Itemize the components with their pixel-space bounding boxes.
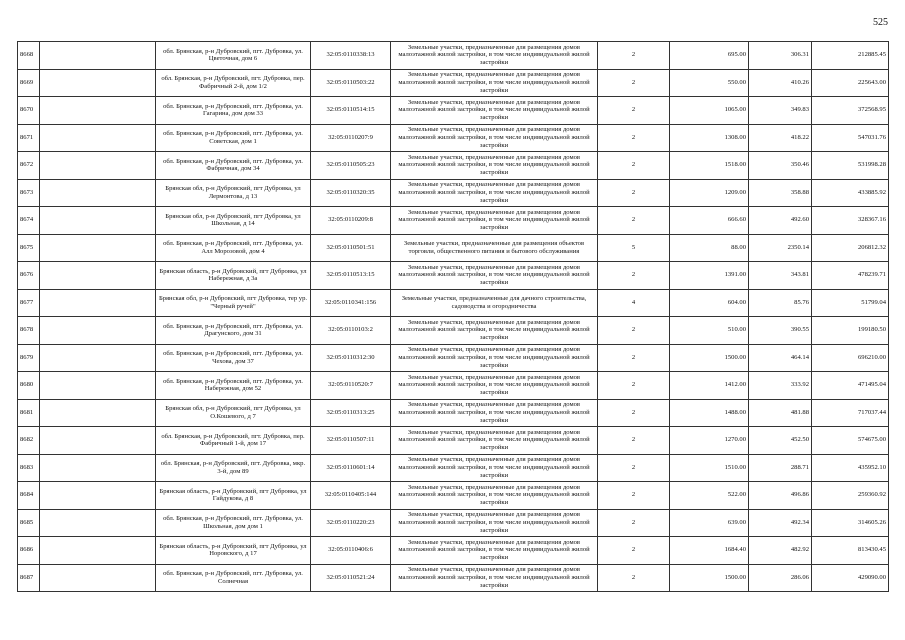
row-number-cell: 8683 xyxy=(18,454,40,482)
specific-value-cell: 85.76 xyxy=(749,289,812,317)
address-cell: обл. Брянская, р-н Дубровский, пгт. Дубровка, ул. Гагарина, дом дом 33 xyxy=(156,97,311,125)
spacer-cell xyxy=(40,537,156,565)
address-cell: обл. Брянская, р-н Дубровский, пгт. Дубровка, ул. Набережная, дом 52 xyxy=(156,372,311,400)
area-cell: 666.60 xyxy=(670,207,749,235)
specific-value-cell: 481.88 xyxy=(749,399,812,427)
specific-value-cell: 492.60 xyxy=(749,207,812,235)
specific-value-cell: 496.86 xyxy=(749,482,812,510)
row-number-cell: 8681 xyxy=(18,399,40,427)
table-row xyxy=(18,97,889,125)
group-cell: 2 xyxy=(598,344,670,372)
land-use-cell: Земельные участки, предназначенные для размещения домов малоэтажной жилой застройки, в том числе индивидуальной жилой застройки xyxy=(391,97,598,125)
row-number-cell: 8677 xyxy=(18,289,40,317)
specific-value-cell: 418.22 xyxy=(749,124,812,152)
land-use-cell: Земельные участки, предназначенные для размещения домов малоэтажной жилой застройки, в том числе индивидуальной жилой застройки xyxy=(391,482,598,510)
cadastral-value-cell: 372568.95 xyxy=(812,97,889,125)
address-cell: Брянская обл, р-н Дубровский, пгт Дубровка, ул Лермонтова, д 13 xyxy=(156,179,311,207)
area-cell: 88.00 xyxy=(670,234,749,262)
land-use-cell: Земельные участки, предназначенные для размещения домов малоэтажной жилой застройки, в том числе индивидуальной жилой застройки xyxy=(391,454,598,482)
area-cell: 1518.00 xyxy=(670,152,749,180)
cadastral-value-cell: 328367.16 xyxy=(812,207,889,235)
cadastral-number-cell: 32:05:0110220:23 xyxy=(311,509,391,537)
cadastral-value-cell: 574675.00 xyxy=(812,427,889,455)
cadastral-number-cell: 32:05:0110507:11 xyxy=(311,427,391,455)
address-cell: обл. Брянская, р-н Дубровский, пгт. Дубровка, мкр. 3-й, дом 89 xyxy=(156,454,311,482)
group-cell: 2 xyxy=(598,317,670,345)
address-cell: обл. Брянская, р-н Дубровский, пгт. Дубровка, ул. Солнечная xyxy=(156,564,311,592)
cadastral-number-cell: 32:05:0110520:7 xyxy=(311,372,391,400)
area-cell: 1412.00 xyxy=(670,372,749,400)
land-use-cell: Земельные участки, предназначенные для размещения домов малоэтажной жилой застройки, в том числе индивидуальной жилой застройки xyxy=(391,509,598,537)
spacer-cell xyxy=(40,69,156,97)
specific-value-cell: 333.92 xyxy=(749,372,812,400)
cadastral-number-cell: 32:05:0110521:24 xyxy=(311,564,391,592)
row-number-cell: 8673 xyxy=(18,179,40,207)
address-cell: обл. Брянская, р-н Дубровский, пгт. Дубровка, пер. Фабричный 2-й, дом 1/2 xyxy=(156,69,311,97)
land-use-cell: Земельные участки, предназначенные для размещения домов малоэтажной жилой застройки, в том числе индивидуальной жилой застройки xyxy=(391,372,598,400)
land-registry-table xyxy=(17,41,889,592)
row-number-cell: 8685 xyxy=(18,509,40,537)
row-number-cell: 8674 xyxy=(18,207,40,235)
spacer-cell xyxy=(40,262,156,290)
land-use-cell: Земельные участки, предназначенные для размещения домов малоэтажной жилой застройки, в том числе индивидуальной жилой застройки xyxy=(391,537,598,565)
row-number-cell: 8686 xyxy=(18,537,40,565)
spacer-cell xyxy=(40,179,156,207)
table-row xyxy=(18,179,889,207)
cadastral-value-cell: 51799.04 xyxy=(812,289,889,317)
specific-value-cell: 452.50 xyxy=(749,427,812,455)
area-cell: 1684.40 xyxy=(670,537,749,565)
area-cell: 695.00 xyxy=(670,42,749,70)
spacer-cell xyxy=(40,289,156,317)
table-row xyxy=(18,509,889,537)
cadastral-value-cell: 433885.92 xyxy=(812,179,889,207)
group-cell: 2 xyxy=(598,564,670,592)
area-cell: 1308.00 xyxy=(670,124,749,152)
specific-value-cell: 358.88 xyxy=(749,179,812,207)
cadastral-number-cell: 32:05:0110320:35 xyxy=(311,179,391,207)
row-number-cell: 8678 xyxy=(18,317,40,345)
group-cell: 2 xyxy=(598,427,670,455)
table-row xyxy=(18,317,889,345)
land-use-cell: Земельные участки, предназначенные для размещения домов малоэтажной жилой застройки, в том числе индивидуальной жилой застройки xyxy=(391,564,598,592)
specific-value-cell: 464.14 xyxy=(749,344,812,372)
group-cell: 5 xyxy=(598,234,670,262)
row-number-cell: 8675 xyxy=(18,234,40,262)
spacer-cell xyxy=(40,372,156,400)
address-cell: обл. Брянская, р-н Дубровский, пгт. Дубровка, ул. Советская, дом 1 xyxy=(156,124,311,152)
table-row xyxy=(18,262,889,290)
table-row xyxy=(18,537,889,565)
group-cell: 2 xyxy=(598,537,670,565)
row-number-cell: 8668 xyxy=(18,42,40,70)
address-cell: Брянская обл, р-н Дубровский, пгт Дубровка, ул О.Кошевого, д 7 xyxy=(156,399,311,427)
spacer-cell xyxy=(40,152,156,180)
address-cell: Брянская обл, р-н Дубровский, пгт Дубровка, ул Школьная, д 14 xyxy=(156,207,311,235)
area-cell: 1209.00 xyxy=(670,179,749,207)
specific-value-cell: 390.55 xyxy=(749,317,812,345)
table-row xyxy=(18,289,889,317)
row-number-cell: 8676 xyxy=(18,262,40,290)
cadastral-number-cell: 32:05:0110341:156 xyxy=(311,289,391,317)
table-row xyxy=(18,344,889,372)
specific-value-cell: 410.26 xyxy=(749,69,812,97)
spacer-cell xyxy=(40,42,156,70)
cadastral-number-cell: 32:05:0110313:25 xyxy=(311,399,391,427)
cadastral-number-cell: 32:05:0110514:15 xyxy=(311,97,391,125)
land-use-cell: Земельные участки, предназначенные для размещения домов малоэтажной жилой застройки, в том числе индивидуальной жилой застройки xyxy=(391,262,598,290)
area-cell: 604.00 xyxy=(670,289,749,317)
specific-value-cell: 343.81 xyxy=(749,262,812,290)
land-use-cell: Земельные участки, предназначенные для размещения домов малоэтажной жилой застройки, в том числе индивидуальной жилой застройки xyxy=(391,317,598,345)
address-cell: Брянская область, р-н Дубровский, пгт Дубровка, ул Гайдукова, д 8 xyxy=(156,482,311,510)
cadastral-value-cell: 471495.04 xyxy=(812,372,889,400)
row-number-cell: 8684 xyxy=(18,482,40,510)
group-cell: 2 xyxy=(598,207,670,235)
address-cell: обл. Брянская, р-н Дубровский, пгт. Дубровка, ул. Цветочная, дом 6 xyxy=(156,42,311,70)
specific-value-cell: 349.83 xyxy=(749,97,812,125)
cadastral-number-cell: 32:05:0110209:8 xyxy=(311,207,391,235)
cadastral-number-cell: 32:05:0110501:51 xyxy=(311,234,391,262)
spacer-cell xyxy=(40,399,156,427)
address-cell: Брянская область, р-н Дубровский, пгт Дубровка, ул Норовского, д 17 xyxy=(156,537,311,565)
spacer-cell xyxy=(40,509,156,537)
table-row xyxy=(18,564,889,592)
table-row xyxy=(18,69,889,97)
specific-value-cell: 482.92 xyxy=(749,537,812,565)
land-use-cell: Земельные участки, предназначенные для размещения домов малоэтажной жилой застройки, в том числе индивидуальной жилой застройки xyxy=(391,42,598,70)
spacer-cell xyxy=(40,124,156,152)
address-cell: обл. Брянская, р-н Дубровский, пгт. Дубровка, ул. Чехова, дом 37 xyxy=(156,344,311,372)
address-cell: обл. Брянская, р-н Дубровский, пгт. Дубровка, ул. Школьная, дом дом 1 xyxy=(156,509,311,537)
cadastral-value-cell: 199180.50 xyxy=(812,317,889,345)
specific-value-cell: 306.31 xyxy=(749,42,812,70)
cadastral-value-cell: 478239.71 xyxy=(812,262,889,290)
row-number-cell: 8680 xyxy=(18,372,40,400)
table-row xyxy=(18,124,889,152)
group-cell: 2 xyxy=(598,509,670,537)
cadastral-number-cell: 32:05:0110207:9 xyxy=(311,124,391,152)
group-cell: 2 xyxy=(598,97,670,125)
spacer-cell xyxy=(40,234,156,262)
area-cell: 1065.00 xyxy=(670,97,749,125)
address-cell: обл. Брянская, р-н Дубровский, пгт. Дубровка, пер. Фабричный 1-й, дом 17 xyxy=(156,427,311,455)
area-cell: 550.00 xyxy=(670,69,749,97)
specific-value-cell: 2350.14 xyxy=(749,234,812,262)
group-cell: 2 xyxy=(598,482,670,510)
spacer-cell xyxy=(40,427,156,455)
land-use-cell: Земельные участки, предназначенные для размещения домов малоэтажной жилой застройки, в том числе индивидуальной жилой застройки xyxy=(391,207,598,235)
spacer-cell xyxy=(40,454,156,482)
cadastral-number-cell: 32:05:0110503:22 xyxy=(311,69,391,97)
group-cell: 2 xyxy=(598,124,670,152)
cadastral-value-cell: 212885.45 xyxy=(812,42,889,70)
group-cell: 2 xyxy=(598,69,670,97)
land-use-cell: Земельные участки, предназначенные для размещения домов малоэтажной жилой застройки, в том числе индивидуальной жилой застройки xyxy=(391,399,598,427)
spacer-cell xyxy=(40,317,156,345)
cadastral-value-cell: 531998.28 xyxy=(812,152,889,180)
row-number-cell: 8682 xyxy=(18,427,40,455)
table-row xyxy=(18,454,889,482)
group-cell: 2 xyxy=(598,372,670,400)
table-row xyxy=(18,482,889,510)
address-cell: Брянская область, р-н Дубровский, пгт Дубровка, ул Набережная, д 3а xyxy=(156,262,311,290)
specific-value-cell: 286.06 xyxy=(749,564,812,592)
area-cell: 510.00 xyxy=(670,317,749,345)
row-number-cell: 8672 xyxy=(18,152,40,180)
land-use-cell: Земельные участки, предназначенные для размещения домов малоэтажной жилой застройки, в том числе индивидуальной жилой застройки xyxy=(391,152,598,180)
table-row xyxy=(18,399,889,427)
area-cell: 1270.00 xyxy=(670,427,749,455)
cadastral-number-cell: 32:05:0110601:14 xyxy=(311,454,391,482)
address-cell: обл. Брянская, р-н Дубровский, пгт. Дубровка, ул. Алл Морозовой, дом 4 xyxy=(156,234,311,262)
specific-value-cell: 288.71 xyxy=(749,454,812,482)
table-row xyxy=(18,152,889,180)
cadastral-value-cell: 696210.00 xyxy=(812,344,889,372)
group-cell: 4 xyxy=(598,289,670,317)
group-cell: 2 xyxy=(598,262,670,290)
address-cell: Брянская обл, р-н Дубровский, пгт Дубровка, тер ур. "Черный ручей" xyxy=(156,289,311,317)
group-cell: 2 xyxy=(598,179,670,207)
group-cell: 2 xyxy=(598,152,670,180)
cadastral-value-cell: 547031.76 xyxy=(812,124,889,152)
land-use-cell: Земельные участки, предназначенные для размещения домов малоэтажной жилой застройки, в том числе индивидуальной жилой застройки xyxy=(391,344,598,372)
group-cell: 2 xyxy=(598,399,670,427)
area-cell: 522.00 xyxy=(670,482,749,510)
cadastral-number-cell: 32:05:0110405:144 xyxy=(311,482,391,510)
specific-value-cell: 350.46 xyxy=(749,152,812,180)
land-use-cell: Земельные участки, предназначенные для дачного строительства, садоводства и огородничества xyxy=(391,289,598,317)
group-cell: 2 xyxy=(598,42,670,70)
row-number-cell: 8687 xyxy=(18,564,40,592)
spacer-cell xyxy=(40,482,156,510)
cadastral-value-cell: 429090.00 xyxy=(812,564,889,592)
area-cell: 1500.00 xyxy=(670,564,749,592)
cadastral-number-cell: 32:05:0110505:23 xyxy=(311,152,391,180)
spacer-cell xyxy=(40,344,156,372)
cadastral-number-cell: 32:05:0110103:2 xyxy=(311,317,391,345)
page-number: 525 xyxy=(873,17,888,28)
cadastral-number-cell: 32:05:0110338:13 xyxy=(311,42,391,70)
spacer-cell xyxy=(40,97,156,125)
row-number-cell: 8670 xyxy=(18,97,40,125)
row-number-cell: 8679 xyxy=(18,344,40,372)
cadastral-value-cell: 717037.44 xyxy=(812,399,889,427)
area-cell: 1391.00 xyxy=(670,262,749,290)
land-use-cell: Земельные участки, предназначенные для размещения объектов торговли, общественного питания и бытового обслуживания xyxy=(391,234,598,262)
spacer-cell xyxy=(40,207,156,235)
cadastral-value-cell: 435952.10 xyxy=(812,454,889,482)
area-cell: 639.00 xyxy=(670,509,749,537)
land-use-cell: Земельные участки, предназначенные для размещения домов малоэтажной жилой застройки, в том числе индивидуальной жилой застройки xyxy=(391,179,598,207)
cadastral-value-cell: 225643.00 xyxy=(812,69,889,97)
table-row xyxy=(18,42,889,70)
table-row xyxy=(18,427,889,455)
cadastral-value-cell: 206812.32 xyxy=(812,234,889,262)
area-cell: 1500.00 xyxy=(670,344,749,372)
table-row xyxy=(18,234,889,262)
table-row xyxy=(18,207,889,235)
address-cell: обл. Брянская, р-н Дубровский, пгт. Дубровка, ул. Драгунского, дом 31 xyxy=(156,317,311,345)
spacer-cell xyxy=(40,564,156,592)
cadastral-value-cell: 314605.26 xyxy=(812,509,889,537)
cadastral-number-cell: 32:05:0110406:6 xyxy=(311,537,391,565)
row-number-cell: 8671 xyxy=(18,124,40,152)
row-number-cell: 8669 xyxy=(18,69,40,97)
address-cell: обл. Брянская, р-н Дубровский, пгт. Дубровка, ул. Фабричная, дом 34 xyxy=(156,152,311,180)
land-use-cell: Земельные участки, предназначенные для размещения домов малоэтажной жилой застройки, в том числе индивидуальной жилой застройки xyxy=(391,69,598,97)
table-row xyxy=(18,372,889,400)
cadastral-value-cell: 259360.92 xyxy=(812,482,889,510)
specific-value-cell: 492.34 xyxy=(749,509,812,537)
cadastral-number-cell: 32:05:0110312:30 xyxy=(311,344,391,372)
land-use-cell: Земельные участки, предназначенные для размещения домов малоэтажной жилой застройки, в том числе индивидуальной жилой застройки xyxy=(391,124,598,152)
table-body xyxy=(18,42,889,592)
area-cell: 1488.00 xyxy=(670,399,749,427)
land-use-cell: Земельные участки, предназначенные для размещения домов малоэтажной жилой застройки, в том числе индивидуальной жилой застройки xyxy=(391,427,598,455)
area-cell: 1510.00 xyxy=(670,454,749,482)
cadastral-number-cell: 32:05:0110513:15 xyxy=(311,262,391,290)
cadastral-value-cell: 813430.45 xyxy=(812,537,889,565)
group-cell: 2 xyxy=(598,454,670,482)
